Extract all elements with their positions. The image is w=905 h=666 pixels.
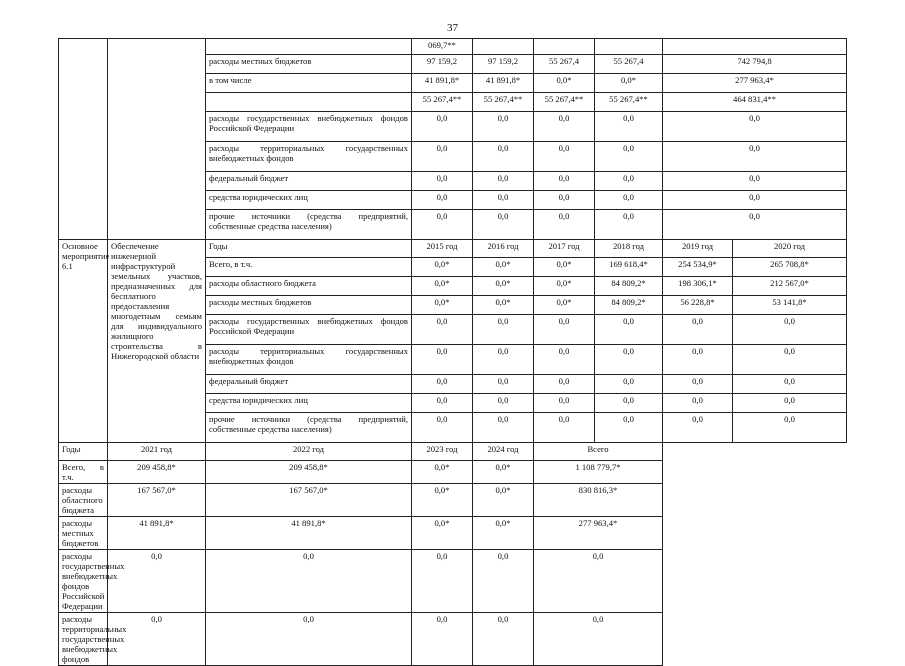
measure-description: Обеспечение инженерной инфраструктурой земельных участков, предназначенных для бесплатного предоставления многодетным семьям для индивидуального жилищного строительства в Нижегородской области [108,240,206,443]
measure-name-cell-prev [59,39,108,240]
value-cell: 0,0 [733,394,847,413]
value-cell: 0,0 [595,315,663,345]
value-cell: 069,7** [412,39,473,55]
value-cell: 0,0 [595,112,663,142]
total-cell: 0,0 [663,112,847,142]
source-label: средства юридических лиц [206,394,412,413]
table-row [59,517,847,550]
value-cell: 0,0 [534,112,595,142]
value-cell: 169 618,4* [595,258,663,277]
table-row [59,550,847,613]
value-cell: 0,0 [473,345,534,375]
value-cell: 0,0 [534,375,595,394]
total-cell: 1 108 779,7* [534,461,663,484]
value-cell: 0,0 [473,394,534,413]
value-cell: 0,0* [473,484,534,517]
total-cell: 742 794,8 [663,55,847,74]
total-cell: 464 831,4** [663,93,847,112]
total-cell: 0,0 [663,210,847,240]
total-header: Всего [534,443,663,461]
total-cell: 277 963,4* [534,517,663,550]
table-row [59,443,847,461]
value-cell: 0,0 [534,172,595,191]
value-cell: 0,0* [534,296,595,315]
source-label [206,39,412,55]
value-cell: 55 267,4 [595,55,663,74]
value-cell: 0,0 [534,315,595,345]
value-cell: 0,0* [412,258,473,277]
years-label: Годы [206,240,412,258]
value-cell: 0,0 [412,172,473,191]
table-row [59,613,847,666]
value-cell: 0,0 [412,613,473,666]
value-cell: 0,0 [412,413,473,443]
source-label: Всего, в т.ч. [59,461,108,484]
value-cell: 97 159,2 [412,55,473,74]
value-cell: 0,0 [663,375,733,394]
value-cell: 0,0 [534,210,595,240]
value-cell: 0,0 [534,191,595,210]
value-cell: 0,0 [473,191,534,210]
value-cell: 41 891,8* [412,74,473,93]
value-cell: 0,0 [595,142,663,172]
source-label: расходы областного бюджета [206,277,412,296]
value-cell: 0,0 [412,210,473,240]
year-header: 2017 год [534,240,595,258]
value-cell: 0,0 [473,375,534,394]
value-cell: 0,0 [412,191,473,210]
year-header: 2023 год [412,443,473,461]
value-cell: 41 891,8* [473,74,534,93]
value-cell: 0,0* [473,461,534,484]
value-cell: 53 141,8* [733,296,847,315]
year-header: 2024 год [473,443,534,461]
value-cell: 0,0* [473,517,534,550]
source-label: расходы территориальных государственных внебюджетных фондов [59,613,108,666]
value-cell: 55 267,4** [412,93,473,112]
value-cell: 55 267,4** [534,93,595,112]
source-label: расходы местных бюджетов [206,296,412,315]
source-label: расходы местных бюджетов [206,55,412,74]
value-cell: 0,0 [412,315,473,345]
value-cell: 0,0 [473,142,534,172]
page-number: 37 [447,22,458,34]
value-cell: 0,0 [595,375,663,394]
value-cell: 0,0 [534,413,595,443]
value-cell: 0,0 [473,613,534,666]
total-cell: 830 816,3* [534,484,663,517]
value-cell: 56 228,8* [663,296,733,315]
value-cell: 209 458,8* [108,461,206,484]
value-cell: 0,0* [412,461,473,484]
year-header: 2018 год [595,240,663,258]
source-label: средства юридических лиц [206,191,412,210]
value-cell: 0,0 [412,394,473,413]
source-label: расходы местных бюджетов [59,517,108,550]
value-cell: 0,0 [534,345,595,375]
value-cell: 0,0* [473,277,534,296]
value-cell [595,39,663,55]
value-cell: 198 306,1* [663,277,733,296]
value-cell: 0,0 [108,613,206,666]
value-cell: 0,0* [595,74,663,93]
value-cell: 0,0 [595,413,663,443]
total-cell: 0,0 [663,191,847,210]
measure-desc-cell-prev [108,39,206,240]
value-cell: 0,0* [534,258,595,277]
value-cell: 0,0 [412,112,473,142]
year-header: 2019 год [663,240,733,258]
value-cell [473,39,534,55]
value-cell: 41 891,8* [206,517,412,550]
value-cell: 84 809,2* [595,296,663,315]
value-cell: 0,0* [534,277,595,296]
value-cell: 0,0 [412,375,473,394]
source-label: федеральный бюджет [206,172,412,191]
value-cell: 0,0 [733,413,847,443]
source-label: расходы государственных внебюджетных фондов Российской Федерации [206,315,412,345]
year-header: 2015 год [412,240,473,258]
value-cell: 0,0* [412,296,473,315]
value-cell: 0,0 [412,142,473,172]
value-cell: 212 567,0* [733,277,847,296]
value-cell: 167 567,0* [206,484,412,517]
value-cell: 0,0* [473,258,534,277]
value-cell: 0,0 [595,172,663,191]
value-cell: 167 567,0* [108,484,206,517]
value-cell: 0,0 [663,413,733,443]
value-cell [534,39,595,55]
year-header: 2021 год [108,443,206,461]
value-cell: 0,0 [595,210,663,240]
value-cell: 0,0 [412,345,473,375]
budget-table [58,38,847,666]
source-label: Всего, в т.ч. [206,258,412,277]
value-cell: 0,0* [412,484,473,517]
value-cell: 55 267,4 [534,55,595,74]
source-label: расходы государственных внебюджетных фондов Российской Федерации [206,112,412,142]
value-cell: 0,0 [412,550,473,613]
value-cell: 0,0 [473,172,534,191]
total-cell: 0,0 [534,613,663,666]
year-header: 2022 год [206,443,412,461]
source-label: расходы территориальных государственных внебюджетных фондов [206,345,412,375]
value-cell: 0,0 [206,613,412,666]
years-label: Годы [59,443,108,461]
table-row [59,484,847,517]
total-cell [663,39,847,55]
value-cell: 55 267,4** [595,93,663,112]
value-cell: 0,0* [412,277,473,296]
source-label: расходы территориальных государственных внебюджетных фондов [206,142,412,172]
value-cell: 0,0 [473,112,534,142]
total-cell: 0,0 [663,142,847,172]
total-cell: 0,0 [534,550,663,613]
value-cell: 0,0 [534,142,595,172]
source-label: в том числе [206,74,412,93]
table-row [59,461,847,484]
value-cell: 0,0 [595,394,663,413]
value-cell: 84 809,2* [595,277,663,296]
source-label: прочие источники (средства предприятий, собственные средства населения) [206,413,412,443]
year-header: 2016 год [473,240,534,258]
source-label: федеральный бюджет [206,375,412,394]
source-label [206,93,412,112]
year-header: 2020 год [733,240,847,258]
source-label: расходы государственных внебюджетных фондов Российской Федерации [59,550,108,613]
value-cell: 0,0 [733,375,847,394]
table-row [59,39,847,55]
value-cell: 0,0* [473,296,534,315]
value-cell: 55 267,4** [473,93,534,112]
value-cell: 0,0* [534,74,595,93]
total-cell: 0,0 [663,172,847,191]
value-cell: 0,0 [473,550,534,613]
value-cell: 0,0 [733,345,847,375]
value-cell: 0,0 [473,210,534,240]
value-cell: 265 708,8* [733,258,847,277]
value-cell: 0,0 [663,394,733,413]
value-cell: 0,0 [663,315,733,345]
source-label: прочие источники (средства предприятий, собственные средства населения) [206,210,412,240]
measure-name: Основное мероприятие 6.1 [59,240,108,443]
value-cell: 0,0 [595,191,663,210]
total-cell: 277 963,4* [663,74,847,93]
value-cell: 0,0* [412,517,473,550]
value-cell: 41 891,8* [108,517,206,550]
table-row [59,240,847,258]
value-cell: 209 458,8* [206,461,412,484]
source-label: расходы областного бюджета [59,484,108,517]
value-cell: 0,0 [733,315,847,345]
value-cell: 0,0 [473,413,534,443]
value-cell: 0,0 [206,550,412,613]
value-cell: 0,0 [108,550,206,613]
value-cell: 0,0 [663,345,733,375]
value-cell: 0,0 [473,315,534,345]
value-cell: 0,0 [595,345,663,375]
value-cell: 97 159,2 [473,55,534,74]
value-cell: 0,0 [534,394,595,413]
value-cell: 254 534,9* [663,258,733,277]
